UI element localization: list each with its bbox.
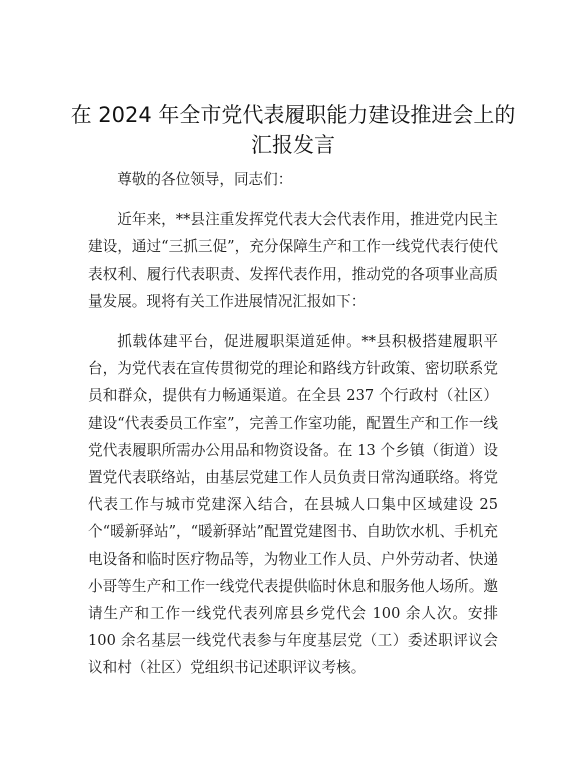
salutation: 尊敬的各位领导，同志们： bbox=[117, 171, 293, 188]
paragraph-intro: 近年来，**县注重发挥党代表大会代表作用，推进党内民主建设，通过“三抓三促”，充分保障生产和工作一线党代表行使代表权利、履行代表职责、发挥代表作用，推动党的各项事业高质量发展。现将有关工作进展情况汇报如下： bbox=[88, 211, 498, 310]
document-body bbox=[88, 166, 498, 682]
title-line-1: 在 2024 年全市党代表履职能力建设推进会上的 bbox=[70, 103, 516, 127]
document-title bbox=[60, 100, 526, 160]
title-line-2: 汇报发言 bbox=[251, 133, 335, 157]
paragraph-platform: 抓载体建平台，促进履职渠道延伸。**县积极搭建履职平台，为党代表在宣传贯彻党的理论和路线方针政策、密切联系党员和群众，提供有力畅通渠道。在全县 237 个行政村（社区）建设“代表委员工作室”，完善工作室功能，配置生产和工作一线党代表履职所需办公用品和物资设备。在 13 个乡镇（街道）设置党代表联络站，由基层党建工作人员负责日常沟通联络。将党代表工作与城市党建深入结合，在县城人口集中区域建设 25 个“暖新驿站”，“暖新驿站”配置党建图书、自助饮水机、手机充电设备和临时医疗物品等，为物业工作人员、户外劳动者、快递小哥等生产和工作一线党代表提供临时休息和服务他人场所。邀请生产和工作一线党代表列席县乡党代会 100 余人次。安排 100 余名基层一线党代表参与年度基层党（工）委述职评议会议和村（社区）党组织书记述职评议考核。 bbox=[88, 333, 498, 677]
